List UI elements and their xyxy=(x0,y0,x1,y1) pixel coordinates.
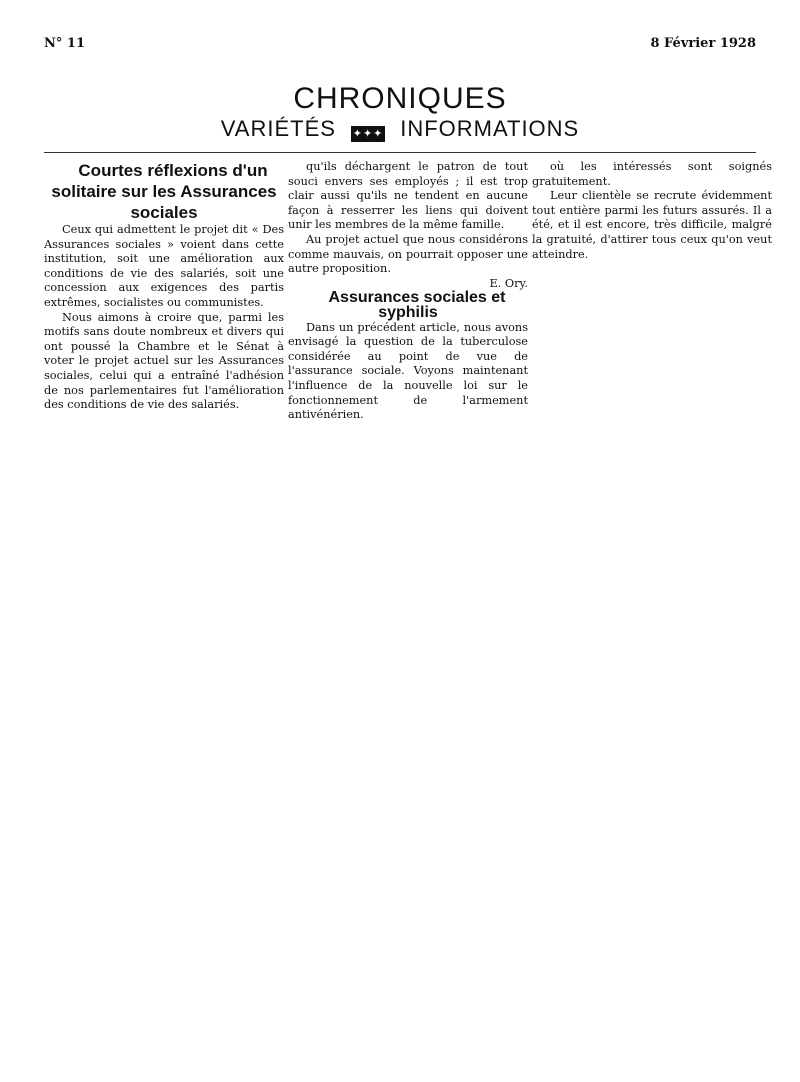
article-1-paragraph: qu'ils déchargent le patron de tout souci envers ses employés ; il est trop clair aussi qu'ils ne tendent en aucune façon à resserrer les liens qui doivent unir les membres de la même famille. xyxy=(288,160,528,232)
article-1-paragraph: Ceux qui admettent le projet dit « Des Assurances sociales » voient dans cette institution, soit une amélioration aux conditions de vie des salariés, soit une concession aux exigences des partis extrêmes, socialistes ou communistes. xyxy=(44,223,284,309)
column-3 xyxy=(532,160,772,262)
masthead-title: CHRONIQUES xyxy=(293,82,507,115)
article-1-signature: E. Ory. xyxy=(489,276,528,290)
article-1-paragraph: Au projet actuel que nous considérons comme mauvais, on pourrait opposer une autre proposition. xyxy=(288,232,528,276)
article-2-paragraph: où les intéressés sont soignés gratuitement. xyxy=(532,160,772,188)
header-rule xyxy=(44,152,756,153)
article-2-paragraph: Dans un précédent article, nous avons envisagé la question de la tuberculose considérée au point de vue de l'assurance sociale. Voyons maintenant l'influence de la nouvelle loi sur le fonctionnement de l'armement antivénérien. xyxy=(288,320,528,422)
masthead-left: VARIÉTÉS xyxy=(220,116,336,141)
issue-date: 8 Février 1928 xyxy=(650,36,756,51)
article-2-title: Assurances sociales et syphilis xyxy=(328,289,506,321)
article-1-title: Courtes réflexions d'un solitaire sur les Assurances sociales xyxy=(51,161,277,222)
ornament-icon: ✦✦✦ xyxy=(352,128,384,140)
column-1 xyxy=(44,160,284,413)
masthead-right: INFORMATIONS xyxy=(400,116,580,141)
issue-number: N° 11 xyxy=(44,36,85,51)
article-1-paragraph: Nous aimons à croire que, parmi les motifs sans doute nombreux et divers qui ont poussé la Chambre et le Sénat à voter le projet actuel sur les Assurances sociales, celui qui a entraîné l'adhésion de nos parlementaires fut l'amélioration des conditions de vie des salariés. xyxy=(44,310,284,412)
masthead-subtitle xyxy=(0,116,800,142)
column-2 xyxy=(288,160,528,423)
article-2-paragraph: Leur clientèle se recrute évidemment tout entière parmi les futurs assurés. Il a été, et il est encore, très difficile, malgré la gratuité, d'attirer tous ceux qu'on veut atteindre. xyxy=(532,189,772,261)
